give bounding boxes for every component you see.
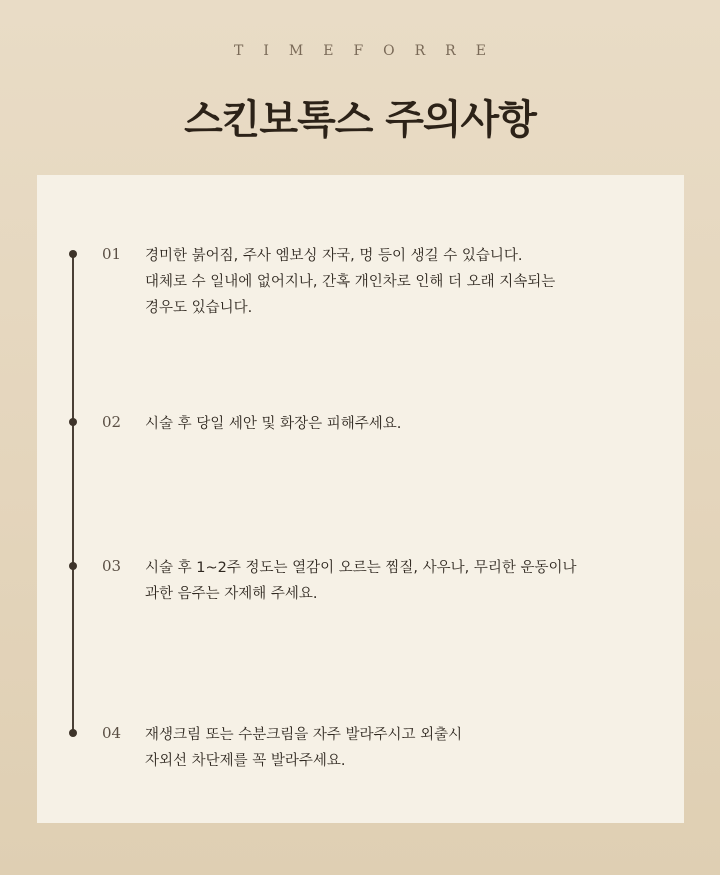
- timeline-dot: [69, 418, 77, 426]
- notice-text: 경미한 붉어짐, 주사 엠보싱 자국, 멍 등이 생길 수 있습니다. 대체로 수 일내에 없어지나, 간혹 개인차로 인해 더 오래 지속되는 경우도 있습니다.: [145, 248, 556, 316]
- page-title: 스킨보톡스 주의사항: [184, 97, 536, 143]
- notice-number: 04: [102, 724, 122, 742]
- notice-text: 재생크림 또는 수분크림을 자주 발라주시고 외출시 자외선 차단제를 꼭 발라주세요.: [145, 727, 463, 769]
- notice-panel: [37, 175, 684, 823]
- brand-name: TIMEFORRE: [234, 43, 506, 59]
- timeline-dot: [69, 250, 77, 258]
- timeline-dot: [69, 562, 77, 570]
- notice-number: 03: [102, 557, 122, 575]
- timeline-line: [72, 254, 74, 734]
- timeline-dot: [69, 729, 77, 737]
- notice-text: 시술 후 1~2주 정도는 열감이 오르는 찜질, 사우나, 무리한 운동이나 과한 음주는 자제해 주세요.: [145, 560, 577, 602]
- notice-number: 01: [102, 245, 122, 263]
- notice-text: 시술 후 당일 세안 및 화장은 피해주세요.: [145, 416, 402, 432]
- notice-number: 02: [102, 413, 122, 431]
